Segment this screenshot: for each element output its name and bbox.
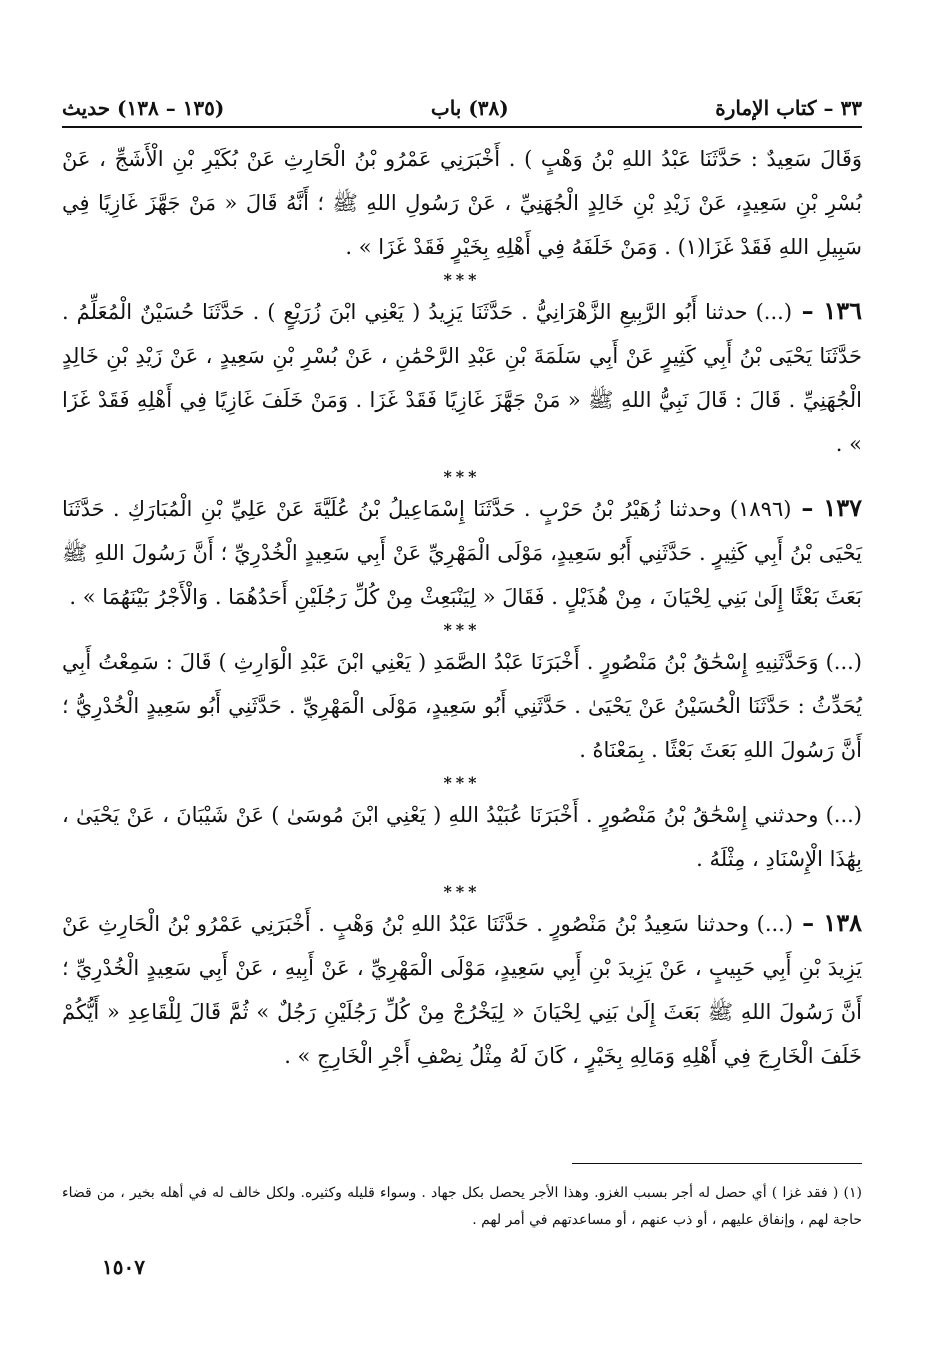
header-book-title: ٣٣ – كتاب الإمارة xyxy=(715,96,862,120)
hadith-text: (...) حدثنا أَبُو الرَّبِيعِ الزَّهْرَانِيُّ . حَدَّثَنَا يَزِيدُ ( يَعْنِي ابْنَ زُرَيْعٍ ) . حَدَّثَنَا حُسَيْنٌ الْمُعَلِّمُ . حَدَّثَنَا يَحْيَى بْنُ أَبِي كَثِيرٍ عَنْ أَبِي سَلَمَةَ بْنِ عَبْدِ الرَّحْمَٰنِ ، عَنْ بُسْرِ بْنِ سَعِيدٍ ، عَنْ زَيْدِ بْنِ خَالِدٍ الْجُهَنِيِّ . قَالَ : قَالَ نَبِيُّ اللهِ ﷺ « مَنْ جَهَّزَ غَازِيًا فَقَدْ غَزَا . وَمَنْ خَلَفَ غَازِيًا فِي أَهْلِهِ فَقَدْ غَزَا » . xyxy=(62,300,862,456)
footnote: (١) ( فقد غزا ) أي حصل له أجر بسبب الغزو. وهذا الأجر يحصل بكل جهاد . وسواء قليله وكثيره. ولكل خالف له في أهله بخير ، من قضاء حاجة لهم ، وإنفاق عليهم ، أو ذب عنهم ، أو مساعدتهم في أمر لهم . xyxy=(62,1185,862,1228)
separator-stars: *** xyxy=(443,882,481,901)
separator-stars: *** xyxy=(443,620,481,639)
hadith-paragraph xyxy=(62,901,862,1078)
page-body xyxy=(62,136,862,1078)
hadith-text: (١٨٩٦) وحدثنا زُهَيْرُ بْنُ حَرْبٍ . حَدَّثَنَا إِسْمَاعِيلُ بْنُ عُلَيَّةَ عَنْ عَلِيِّ بْنِ الْمُبَارَكِ . حَدَّثَنَا يَحْيَى بْنُ أَبِي كَثِيرٍ . حَدَّثَنِي أَبُو سَعِيدٍ، مَوْلَى الْمَهْرِيِّ عَنْ أَبِي سَعِيدٍ الْخُدْرِيِّ ؛ أَنَّ رَسُولَ اللهِ ﷺ بَعَثَ بَعْثًا إِلَىٰ بَنِي لِحْيَانَ ، مِنْ هُذَيْلٍ . فَقَالَ « لِيَنْبَعِثْ مِنْ كُلِّ رَجُلَيْنِ أَحَدُهُمَا . وَالْأَجْرُ بَيْنَهُمَا » . xyxy=(62,497,862,609)
hadith-paragraph xyxy=(62,289,862,466)
hadith-text: (...) وَحَدَّثَنِيهِ إِسْحَٰقُ بْنُ مَنْصُورٍ . أَخْبَرَنَا عَبْدُ الصَّمَدِ ( يَعْنِي ابْنَ عَبْدِ الْوَارِثِ ) قَالَ : سَمِعْتُ أَبِي يُحَدِّثُ : حَدَّثَنَا الْحُسَيْنُ عَنْ يَحْيَىٰ . حَدَّثَنِي أَبُو سَعِيدٍ، مَوْلَى الْمَهْرِيِّ . حَدَّثَنِي أَبُو سَعِيدٍ الْخُدْرِيُّ ؛ أَنَّ رَسُولَ اللهِ بَعَثَ بَعْثًا . بِمَعْنَاهُ . xyxy=(62,650,862,762)
header-hadith-range: (١٣٥ – ١٣٨) حديث xyxy=(62,96,225,120)
footnote-divider xyxy=(62,1163,862,1164)
hadith-paragraph xyxy=(62,792,862,881)
header-chapter: (٣٨) باب xyxy=(430,96,509,120)
separator-stars: *** xyxy=(443,270,481,289)
page-number: ١٥٠٧ xyxy=(102,1255,145,1279)
hadith-paragraph xyxy=(62,639,862,772)
running-header xyxy=(62,96,862,128)
separator-stars: *** xyxy=(443,773,481,792)
separator-stars: *** xyxy=(443,467,481,486)
hadith-paragraph xyxy=(62,486,862,619)
footnotes xyxy=(62,1180,862,1234)
hadith-text: (...) وحدثني إِسْحَٰقُ بْنُ مَنْصُورٍ . أَخْبَرَنَا عُبَيْدُ اللهِ ( يَعْنِي ابْنَ مُوسَىٰ ) عَنْ شَيْبَانَ ، عَنْ يَحْيَىٰ ، بِهَٰذَا الْإِسْنَادِ ، مِثْلَهُ . xyxy=(62,803,862,871)
hadith-text: (...) وحدثنا سَعِيدُ بْنُ مَنْصُورٍ . حَدَّثَنَا عَبْدُ اللهِ بْنُ وَهْبٍ . أَخْبَرَنِي عَمْرُو بْنُ الْحَارِثِ عَنْ يَزِيدَ بْنِ أَبِي حَبِيبٍ ، عَنْ يَزِيدَ بْنِ أَبِي سَعِيدٍ، مَوْلَى الْمَهْرِيِّ ، عَنْ أَبِيهِ ، عَنْ أَبِي سَعِيدٍ الْخُدْرِيِّ ؛ أَنَّ رَسُولَ اللهِ ﷺ بَعَثَ إِلَىٰ بَنِي لِحْيَانَ « لِيَخْرُجْ مِنْ كُلِّ رَجُلَيْنِ رَجُلٌ » ثُمَّ قَالَ لِلْقَاعِدِ « أَيُّكُمْ خَلَفَ الْخَارِجَ فِي أَهْلِهِ وَمَالِهِ بِخَيْرٍ ، كَانَ لَهُ مِثْلُ نِصْفِ أَجْرِ الْخَارِجِ » . xyxy=(62,912,862,1068)
hadith-text: وَقَالَ سَعِيدٌ : حَدَّثَنَا عَبْدُ اللهِ بْنُ وَهْبٍ ) . أَخْبَرَنِي عَمْرُو بْنُ الْحَارِثِ عَنْ بُكَيْرِ بْنِ الْأَشَجِّ ، عَنْ بُسْرِ بْنِ سَعِيدٍ، عَنْ زَيْدِ بْنِ خَالِدٍ الْجُهَنِيِّ ، عَنْ رَسُولِ اللهِ ﷺ ؛ أَنَّهُ قَالَ « مَنْ جَهَّزَ غَازِيًا فِي سَبِيلِ اللهِ فَقَدْ غَزَا(١) . وَمَنْ خَلَفَهُ فِي أَهْلِهِ بِخَيْرٍ فَقَدْ غَزَا » . xyxy=(62,147,862,259)
hadith-number: ١٣٧ – xyxy=(791,493,862,522)
hadith-number: ١٣٨ – xyxy=(793,908,862,937)
hadith-number: ١٣٦ – xyxy=(792,296,862,325)
footnote-rule xyxy=(572,1163,862,1164)
page xyxy=(62,96,862,1078)
hadith-paragraph xyxy=(62,136,862,269)
